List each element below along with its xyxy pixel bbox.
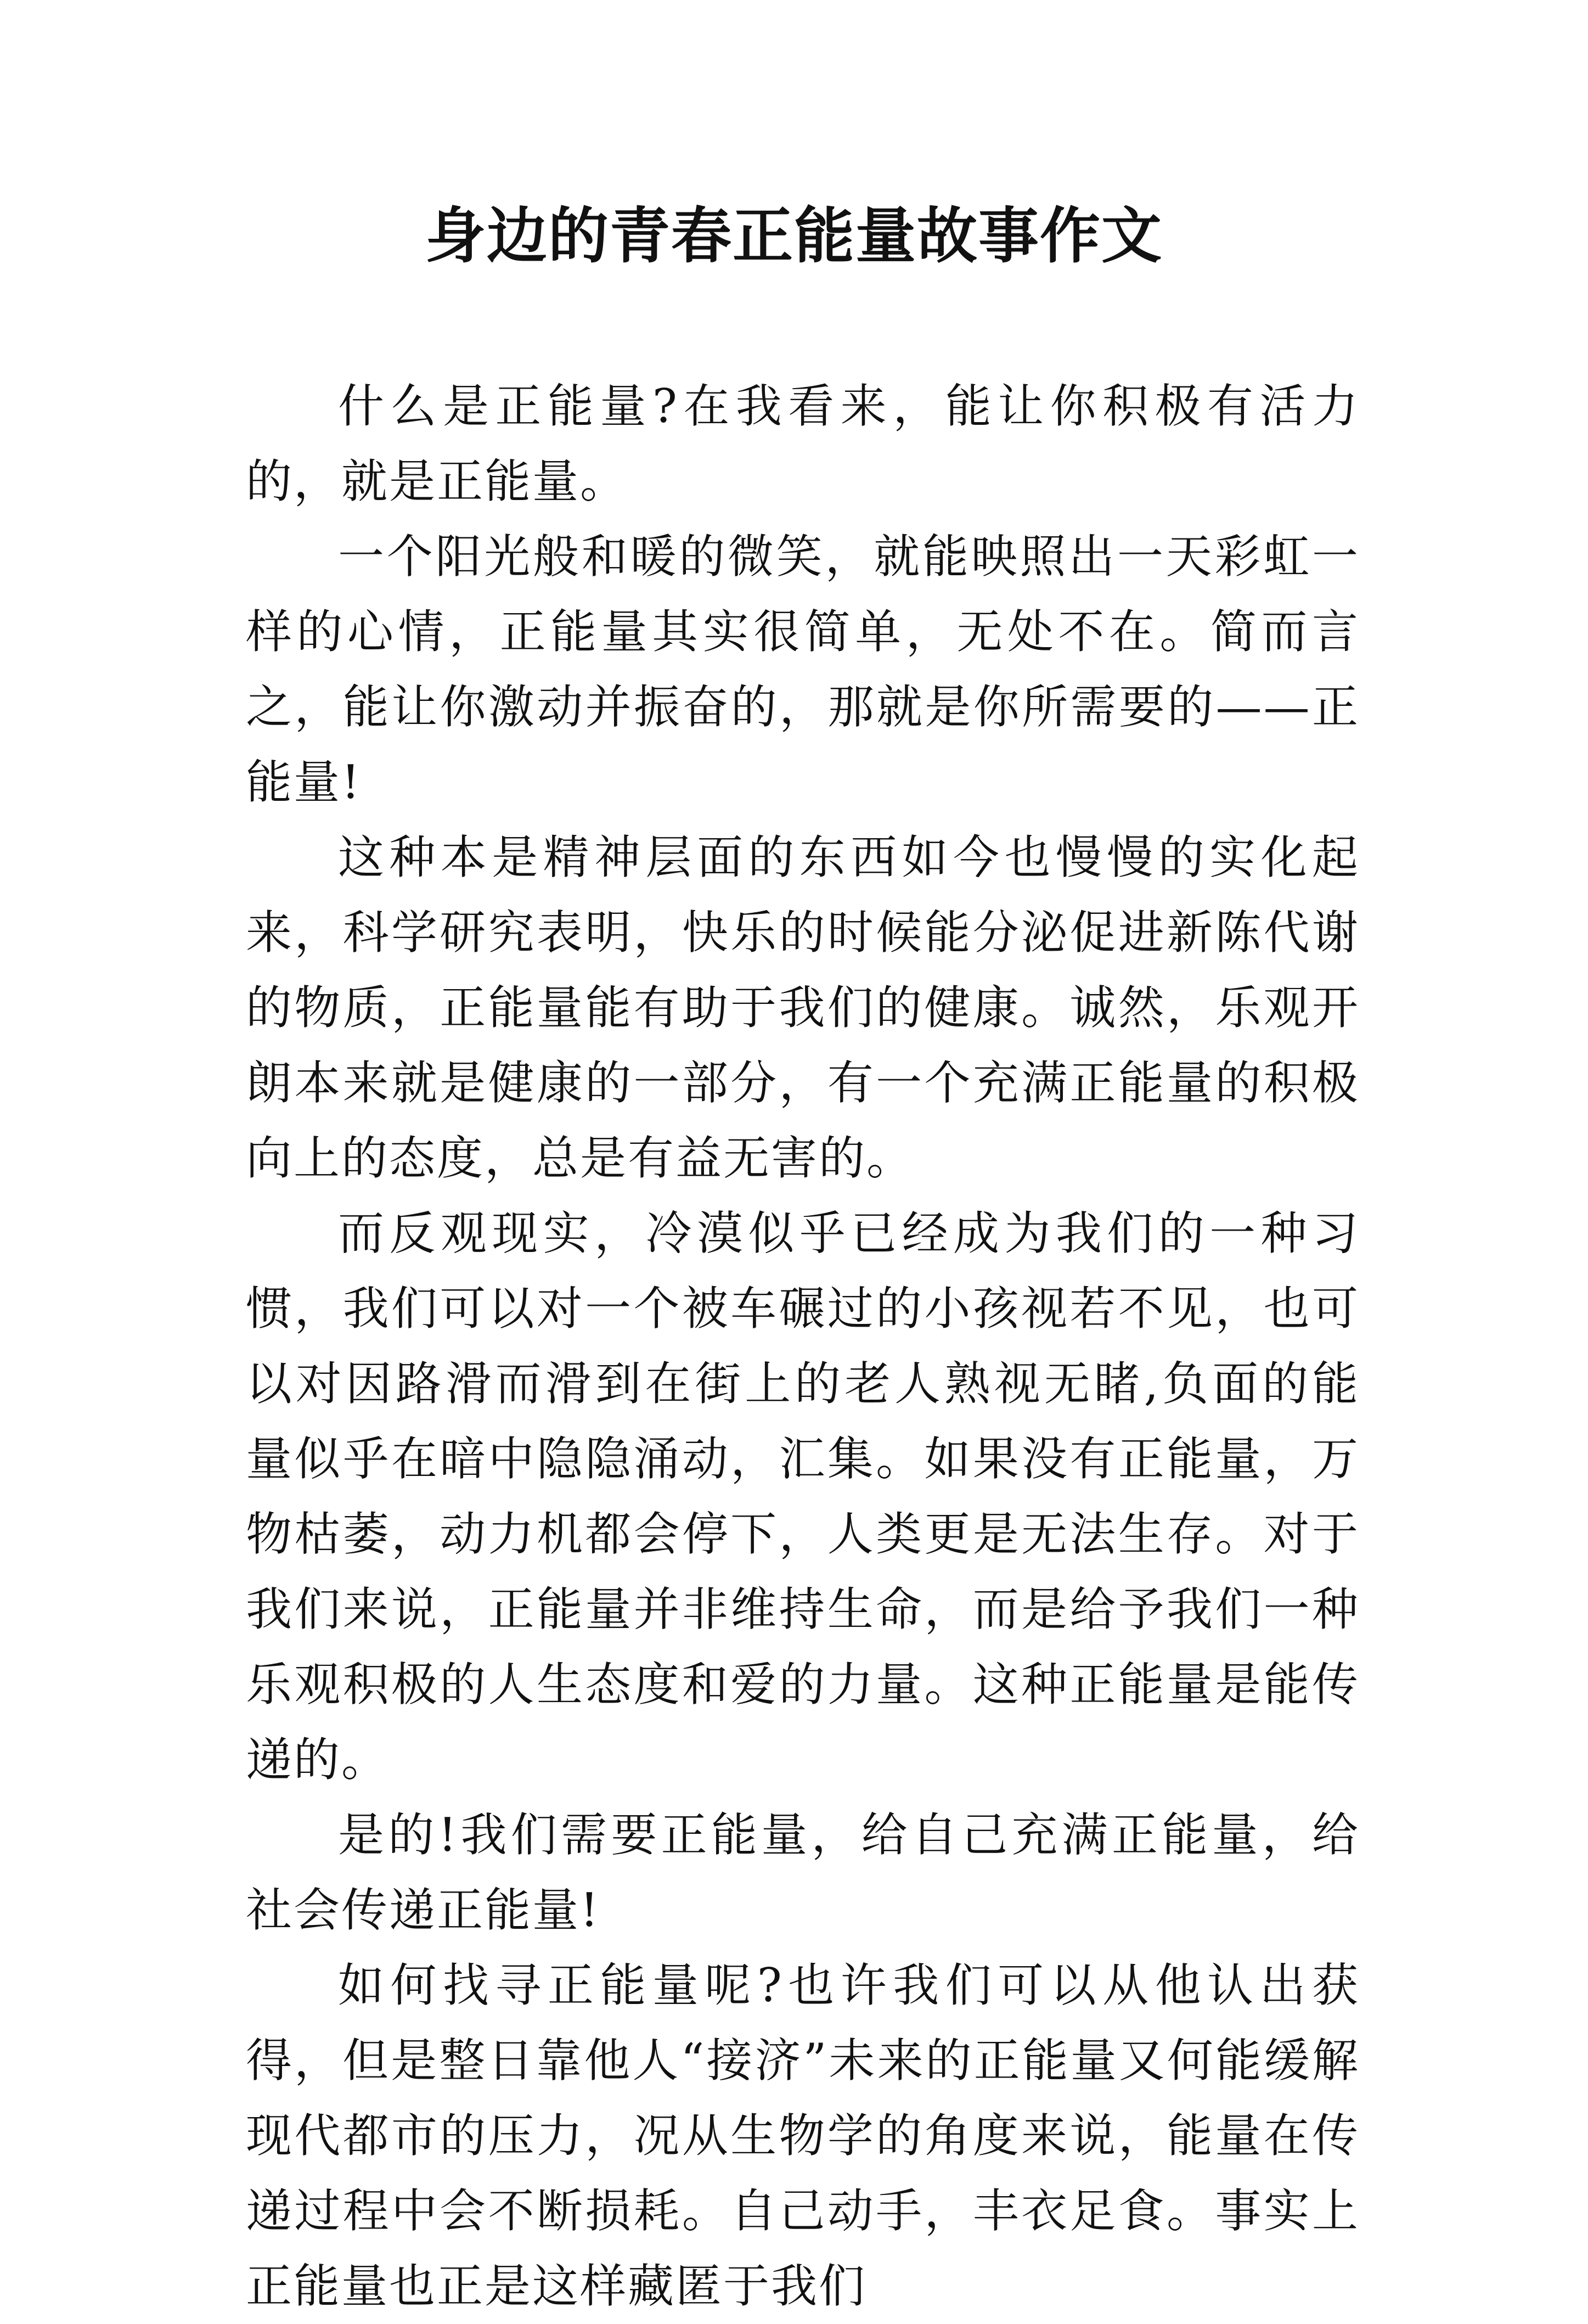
document-title: 身边的青春正能量故事作文 xyxy=(425,200,1163,271)
document-body xyxy=(246,369,1360,2324)
paragraph: 一个阳光般和暖的微笑，就能映照出一天彩虹一样的心情，正能量其实很简单，无处不在。简而言之，能让你激动并振奋的，那就是你所需要的——正能量! xyxy=(246,530,1360,809)
paragraph: 什么是正能量?在我看来，能让你积极有活力的，就是正能量。 xyxy=(246,379,1360,508)
paragraph: 而反观现实，冷漠似乎已经成为我们的一种习惯，我们可以对一个被车碾过的小孩视若不见，也可以对因路滑而滑到在街上的老人熟视无睹,负面的能量似乎在暗中隐隐涌动，汇集。如果没有正能量，万物枯萎，动力机都会停下，人类更是无法生存。对于我们来说，正能量并非维持生命，而是给予我们一种乐观积极的人生态度和爱的力量。这种正能量是能传递的。 xyxy=(246,1206,1360,1787)
paragraph: 这种本是精神层面的东西如今也慢慢的实化起来，科学研究表明，快乐的时候能分泌促进新陈代谢的物质，正能量能有助于我们的健康。诚然，乐观开朗本来就是健康的一部分，有一个充满正能量的积极向上的态度，总是有益无害的。 xyxy=(246,830,1360,1185)
paragraph: 如何找寻正能量呢?也许我们可以从他认出获得，但是整日靠他人“接济”未来的正能量又何能缓解现代都市的压力，况从生物学的角度来说，能量在传递过程中会不断损耗。自己动手，丰衣足食。事实上正能量也正是这样藏匿于我们 xyxy=(246,1958,1360,2313)
paragraph: 是的!我们需要正能量，给自己充满正能量，给社会传递正能量! xyxy=(246,1808,1360,1937)
